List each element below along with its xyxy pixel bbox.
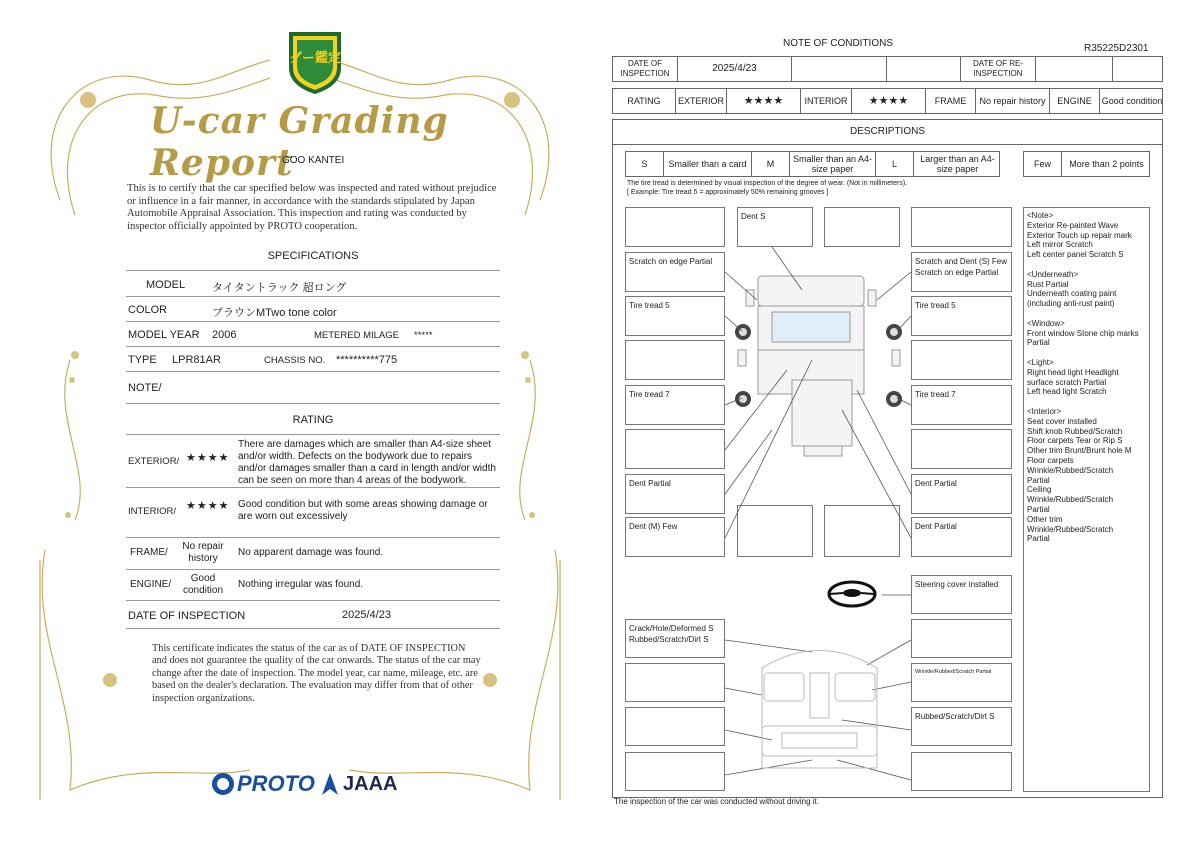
condition-box: Rubbed/Scratch/Dirt S <box>911 707 1012 746</box>
condition-box: Scratch on edge Partial <box>625 252 725 292</box>
side-notes-box <box>1023 207 1150 792</box>
type-label: TYPE <box>128 354 157 366</box>
side-note-line: <Interior> <box>1027 406 1062 416</box>
interior-diagram <box>752 638 887 778</box>
report-title-conditions: NOTE OF CONDITIONS <box>783 38 893 49</box>
side-note-line: Exterior Re-painted Wave <box>1027 220 1119 230</box>
legend-desc-m: Smaller than an A4-size paper <box>790 152 876 176</box>
report-code: R35225D2301 <box>1084 43 1149 54</box>
rating-row-exterior <box>126 434 500 488</box>
condition-box: Steering cover installed <box>911 575 1012 614</box>
chassis-value: **********775 <box>336 354 398 366</box>
frame-label: FRAME/ <box>130 547 168 558</box>
legend-desc-s: Smaller than a card <box>664 152 752 176</box>
condition-box: Dent Partial <box>625 474 725 514</box>
condition-box <box>625 752 725 791</box>
legend-desc-l: Larger than an A4-size paper <box>920 154 995 174</box>
date-of-inspection-label: DATE OF INSPECTION <box>128 610 246 622</box>
rating-heading: RATING <box>292 414 334 426</box>
side-notes-list <box>1027 211 1146 544</box>
interior-header: INTERIOR <box>801 89 852 113</box>
condition-box <box>625 707 725 746</box>
footer-note: The inspection of the car was conducted without driving it. <box>614 797 819 806</box>
proto-logo-mark <box>212 773 234 795</box>
goo-kantei-shield-logo <box>287 30 343 94</box>
side-note-line: Partial <box>1027 504 1050 514</box>
chassis-label: CHASSIS NO. <box>264 355 326 366</box>
side-note-line <box>1027 397 1146 407</box>
rating-header: RATING <box>613 89 676 113</box>
condition-box: Dent Partial <box>911 517 1012 557</box>
condition-box: Dent Partial <box>911 474 1012 514</box>
side-note-line: Wrinkle/Rubbed/Scratch <box>1027 465 1114 475</box>
engine-label: ENGINE/ <box>130 579 172 590</box>
legend-code-few: Few <box>1024 152 1062 176</box>
legend-desc-few: More than 2 points <box>1069 159 1144 169</box>
tire-note-1: The tire tread is determined by visual inspection of the degree of wear. (Not in millimeters). <box>627 180 908 187</box>
condition-box: Wrinkle/Rubbed/Scratch Partial <box>911 663 1012 702</box>
engine-value-cell: Good condition <box>1101 96 1163 106</box>
side-note-line: Underneath coating paint <box>1027 289 1117 299</box>
spec-row-model <box>126 270 500 297</box>
proto-logo <box>212 770 315 798</box>
steering-wheel-icon <box>826 579 878 609</box>
jaaa-logo-text: JAAA <box>343 772 398 795</box>
date-of-inspection-value: 2025/4/23 <box>342 609 391 621</box>
condition-box: Scratch and Dent (S) Few Scratch on edge Partial <box>911 252 1012 292</box>
side-note-line: <Light> <box>1027 357 1054 367</box>
engine-value: Good condition <box>182 573 224 596</box>
legend-code-s: S <box>626 152 664 176</box>
condition-box: Tire tread 5 <box>625 296 725 336</box>
shield-logo-text: グー鑑定 <box>288 51 342 66</box>
date-table <box>612 56 1163 82</box>
certify-text: This is to certify that the car specified below was inspected and rated without prejudice or influence in a fair manner, in accordance with the standards stipulated by Japan Automobile Appraisal Association. This inspection and rating was conducted by inspector officially appointed by PROTO cooperation. <box>127 183 497 232</box>
side-note-line <box>1027 260 1146 270</box>
date-of-inspection-cell: 2025/4/23 <box>678 57 792 81</box>
empty-cell <box>792 57 887 81</box>
side-note-line: Other trim <box>1027 514 1063 524</box>
side-note-line: Partial <box>1027 338 1050 348</box>
side-note-line: Rust Partial <box>1027 279 1069 289</box>
condition-box <box>911 619 1012 658</box>
model-year-label: MODEL YEAR <box>128 329 200 341</box>
note-label: NOTE/ <box>128 382 162 394</box>
condition-box: Tire tread 5 <box>911 296 1012 336</box>
exterior-description: There are damages which are smaller than A4-size sheet and/or width. Defects on the bodywork due to repairs and/or damages smaller than a card in length and/or width can be seen on more than 4 areas of the bodywork. <box>238 439 496 486</box>
proto-logo-text: PROTO <box>237 771 315 796</box>
jaaa-logo-mark <box>320 771 340 797</box>
legend-code-l: L <box>876 152 914 176</box>
empty-cell <box>887 57 961 81</box>
spec-row-color <box>126 297 500 322</box>
condition-box: Dent S <box>737 207 813 247</box>
side-note-line: surface scratch Partial <box>1027 377 1107 387</box>
interior-description: Good condition but with some areas showing damage or are worn out excessively <box>238 499 488 522</box>
condition-box: Tire tread 7 <box>911 385 1012 425</box>
exterior-header: EXTERIOR <box>676 89 727 113</box>
frame-description: No apparent damage was found. <box>238 547 384 558</box>
type-value: LPR81AR <box>172 354 221 366</box>
reinspection-header: DATE OF RE-INSPECTION <box>961 57 1036 81</box>
condition-box: Tire tread 7 <box>625 385 725 425</box>
frame-value: No repair history <box>182 541 224 564</box>
rating-row-date <box>126 601 500 629</box>
color-label: COLOR <box>128 304 168 316</box>
legend-code-m: M <box>752 152 790 176</box>
interior-stars: ★★★★ <box>186 500 230 512</box>
rating-row-engine <box>126 570 500 601</box>
side-note-line: Partial <box>1027 534 1050 544</box>
side-note-line <box>1027 348 1146 358</box>
engine-header: ENGINE <box>1050 89 1100 113</box>
side-note-line: Floor carpets <box>1027 455 1074 465</box>
report-title: U-car Grading Report <box>150 100 449 184</box>
rating-table <box>612 88 1163 114</box>
side-note-line: Floor carpets Tear or Rip S <box>1027 436 1123 446</box>
few-legend <box>1023 151 1150 177</box>
side-note-line: Other trim Brunt/Brunt hole M <box>1027 446 1132 456</box>
color-value: ブラウンMTwo tone color <box>212 307 337 319</box>
model-year-value: 2006 <box>212 329 237 341</box>
side-note-line: <Note> <box>1027 211 1054 220</box>
size-legend <box>625 151 1000 177</box>
condition-box <box>911 752 1012 791</box>
side-note-line: <Underneath> <box>1027 269 1079 279</box>
model-value: タイタントラック 超ロング <box>212 282 347 294</box>
side-note-line: Ceiling <box>1027 485 1052 495</box>
metered-mileage-label: METERED MILAGE <box>314 330 399 341</box>
exterior-label: EXTERIOR/ <box>128 456 180 467</box>
side-note-line: Wrinkle/Rubbed/Scratch <box>1027 524 1114 534</box>
side-note-line <box>1027 309 1146 319</box>
spec-row-model-year <box>126 322 500 347</box>
empty-cell <box>1113 57 1164 81</box>
rating-row-frame <box>126 538 500 570</box>
condition-box <box>625 663 725 702</box>
date-of-inspection-header: DATE OF INSPECTION <box>613 57 678 81</box>
side-note-line: Shift knob Rubbed/Scratch <box>1027 426 1123 436</box>
condition-box: Crack/Hole/Deformed S Rubbed/Scratch/Dirt S <box>625 619 725 658</box>
frame-value-cell: No repair history <box>976 89 1050 113</box>
side-note-line: Right head light Headlight <box>1027 367 1119 377</box>
side-note-line: Exterior Touch up repair mark <box>1027 230 1132 240</box>
side-note-line: Left mirror Scratch <box>1027 240 1093 250</box>
frame-header: FRAME <box>926 89 976 113</box>
spec-row-note <box>126 372 500 404</box>
condition-box: Dent (M) Few <box>625 517 725 557</box>
jaaa-logo <box>320 770 397 798</box>
spec-row-type <box>126 347 500 372</box>
interior-label: INTERIOR/ <box>128 506 177 517</box>
side-note-line: Left center panel Scratch S <box>1027 250 1124 260</box>
side-note-line: Left head light Scratch <box>1027 387 1107 397</box>
side-note-line: (including anti-rust paint) <box>1027 299 1115 309</box>
interior-stars-cell: ★★★★ <box>852 89 926 113</box>
rating-row-interior <box>126 488 500 538</box>
side-note-line: Partial <box>1027 475 1050 485</box>
side-note-line: Front window Stone chip marks <box>1027 328 1139 338</box>
exterior-stars: ★★★★ <box>186 452 230 464</box>
exterior-stars-cell: ★★★★ <box>727 89 801 113</box>
engine-description: Nothing irregular was found. <box>238 579 364 590</box>
side-note-line: <Window> <box>1027 318 1065 328</box>
tire-note-2: [ Example: Tire tread 5 = approximately 50% remaining grooves ] <box>627 189 829 196</box>
side-note-line: Wrinkle/Rubbed/Scratch <box>1027 495 1114 505</box>
descriptions-heading: DESCRIPTIONS <box>612 119 1163 145</box>
certificate-notes: This certificate indicates the status of the car as of DATE OF INSPECTION and does not guarantee the quality of the car onwards. The status of the car may change after the date of inspection. The model year, car name, mileage, etc. are based on the dealer's declaration. The evaluation may differ from that of other inspection organizations. <box>152 643 481 704</box>
specifications-heading: SPECIFICATIONS <box>267 250 359 262</box>
side-note-line: Seat cover installed <box>1027 416 1097 426</box>
model-label: MODEL <box>146 279 186 291</box>
subtitle: GOO KANTEI <box>282 155 345 166</box>
reinspection-cell <box>1036 57 1113 81</box>
metered-mileage-value: ***** <box>414 330 433 341</box>
